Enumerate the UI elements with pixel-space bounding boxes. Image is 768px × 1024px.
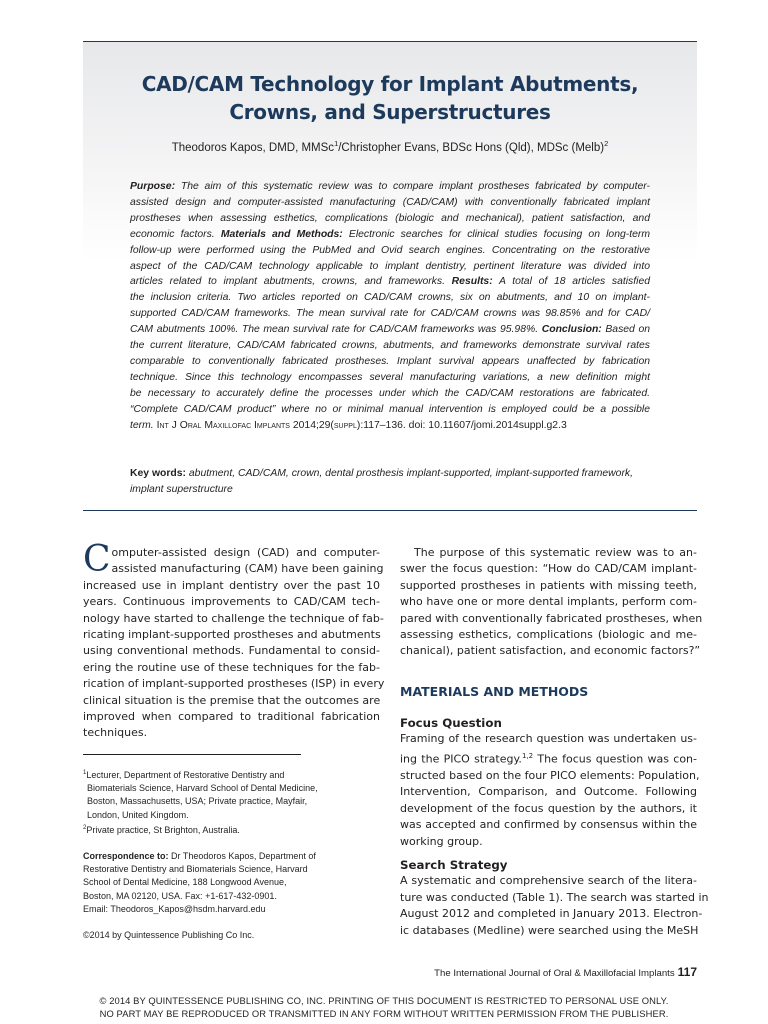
body-line: improved when compared to traditional fabrication xyxy=(83,710,380,724)
author-2-affiliation: 2 xyxy=(604,139,609,148)
abstract-text: Based on xyxy=(601,324,651,336)
body-line: nology have started to challenge the technique of fab- xyxy=(83,611,384,625)
correspondence-email: Email: Theodoros_Kapos@hsdm.harvard.edu xyxy=(83,903,266,914)
abstract-line: assisted design and computer-assisted manufacturing (CAD/CAM) with conventionally fabricated implant xyxy=(130,196,650,208)
abstract-text: The aim of this systematic review was to compare implant prostheses fabricated by computer- xyxy=(175,181,650,192)
body-text: The focus question was con- xyxy=(533,752,697,766)
keywords-label: Key words: xyxy=(130,468,187,479)
keywords-text: abutment, CAD/CAM, crown, dental prosthesis implant-supported, implant-supported framework, xyxy=(186,468,634,479)
journal-citation: Int J Oral Maxillofac Implants xyxy=(156,419,290,431)
abstract-text: A total of 18 articles satisfied xyxy=(492,276,650,288)
body-line: assisted manufacturing (CAM) have been gaining xyxy=(111,562,384,576)
footnote-line: Biomaterials Science, Harvard School of Dental Medicine, xyxy=(87,783,318,794)
copyright-notice: ©2014 by Quintessence Publishing Co Inc. xyxy=(83,930,255,941)
title-line-1: CAD/CAM Technology for Implant Abutments, xyxy=(141,72,639,96)
body-line: assessing esthetics, complications (biologic and me- xyxy=(400,628,697,642)
body-text: ing the PICO strategy. xyxy=(400,752,522,766)
body-line xyxy=(400,748,697,768)
correspondence-line: School of Dental Medicine, 188 Longwood Avenue, xyxy=(83,877,287,888)
abstract-line: the current literature, CAD/CAM fabricated crowns, abutments, and frameworks demonstrate survival rates xyxy=(130,340,650,352)
citation-suppl: suppl xyxy=(333,419,357,431)
header-bottom-rule xyxy=(83,510,697,511)
search-strategy-section xyxy=(400,857,709,939)
subheading-search-strategy: Search Strategy xyxy=(400,858,508,872)
citation-text: 2014;29( xyxy=(289,419,334,431)
abstract-line: the inclusion criteria. Two articles reported on CAD/CAM crowns, six on abutments, and 10 on implant- xyxy=(130,292,650,304)
copyright-strip-line: NO PART MAY BE REPRODUCED OR TRANSMITTED IN ANY FORM WITHOUT WRITTEN PERMISSION FROM THE PUBLISHER. xyxy=(99,1008,669,1019)
body-line: ture was conducted (Table 1). The search was started in xyxy=(400,890,709,904)
materials-methods-label: Materials and Methods: xyxy=(220,228,343,240)
abstract-text: economic factors. xyxy=(130,228,221,240)
body-line: structed based on the four PICO elements: Population, xyxy=(400,768,700,782)
keywords-line: implant superstructure xyxy=(130,483,233,495)
purpose-paragraph xyxy=(400,545,703,660)
footnote-line xyxy=(83,767,380,782)
article-title xyxy=(83,70,697,126)
intro-paragraph xyxy=(83,539,385,742)
body-line: clinical situation is the premise that the outcomes are xyxy=(83,693,381,707)
abstract-text: Electronic searches for clinical studies focusing on long-term xyxy=(342,228,650,240)
abstract-line: technique. Since this technology encompasses several manufacturing variations, a new definition might xyxy=(130,371,650,383)
author-2: /Christopher Evans, BDSc Hons (Qld), MDSc (Melb) xyxy=(338,141,605,154)
author-1: Theodoros Kapos, DMD, MMSc xyxy=(171,141,335,154)
body-line: swer the focus question: “How do CAD/CAM implant- xyxy=(400,562,697,576)
drop-cap: C xyxy=(83,539,111,580)
abstract-line: comparable to conventionally fabricated prostheses. Implant survival appears unaffected by fabrication xyxy=(130,355,650,367)
author-1-affiliation: 1 xyxy=(334,139,339,148)
body-line: Intervention, Comparison, and Outcome. Following xyxy=(400,785,697,799)
body-line: rication of implant-supported prostheses (ISP) in every xyxy=(83,677,385,691)
body-line: development of the focus question by the authors, it xyxy=(400,801,697,815)
body-line: ering the routine use of these techniques for the fab- xyxy=(83,660,380,674)
journal-footer xyxy=(434,965,697,979)
footnote-gap xyxy=(83,916,380,929)
abstract-text: term. xyxy=(130,419,157,431)
citation-ref: 1,2 xyxy=(521,751,534,760)
footnote-text: Private practice, St Brighton, Australia. xyxy=(86,824,240,835)
footnote-gap xyxy=(83,837,380,850)
abstract-line: follow-up were performed using the PubMed and Ovid search engines. Concentrating on the restorative xyxy=(130,244,650,256)
title-line-2: Crowns, and Superstructures xyxy=(229,100,551,124)
abstract xyxy=(130,179,650,434)
abstract-line: aspect of the CAD/CAM technology applicable to implant dentistry, pertinent literature was divided into xyxy=(130,260,650,272)
abstract-line: prostheses when assessing esthetics, complications (biologic and mechanical), patient satisfaction, and xyxy=(130,212,650,224)
body-line: was accepted and confirmed by consensus within the xyxy=(400,818,697,832)
body-line: techniques. xyxy=(83,726,148,740)
abstract-line xyxy=(130,418,650,434)
body-line: A systematic and comprehensive search of the litera- xyxy=(400,874,697,888)
doi-text: ):117–136. doi: 10.11607/jomi.2014suppl.g2.3 xyxy=(356,419,567,431)
abstract-text: CAM abutments 100%. The mean survival rate for CAD/CAM frameworks was 95.98%. xyxy=(130,324,542,336)
keywords-line xyxy=(130,466,650,482)
abstract-text: articles related to implant abutments, crowns, and frameworks. xyxy=(130,276,452,288)
body-line: The purpose of this systematic review was to an- xyxy=(414,546,697,559)
journal-name: The International Journal of Oral & Maxillofacial Implants xyxy=(434,968,675,979)
body-line: who have one or more dental implants, perform com- xyxy=(400,595,697,609)
focus-question-section xyxy=(400,715,700,850)
body-line: increased use in implant dentistry over the past 10 xyxy=(83,578,380,592)
section-heading-materials-methods: MATERIALS AND METHODS xyxy=(400,684,589,699)
footnote-text: Lecturer, Department of Restorative Dentistry and xyxy=(86,770,285,780)
page-number: 117 xyxy=(677,965,697,979)
conclusion-label: Conclusion: xyxy=(541,324,602,336)
footnote-marker: 1 xyxy=(83,770,87,776)
copyright-strip xyxy=(0,994,768,1020)
footnote-line: London, United Kingdom. xyxy=(87,809,189,820)
subheading-focus-question: Focus Question xyxy=(400,716,502,730)
footnote-line: Boston, Massachusetts, USA; Private practice, Mayfair, xyxy=(87,796,308,807)
body-line: supported prostheses in patients with missing teeth, xyxy=(400,578,697,592)
body-line: ic databases (Medline) were searched using the MeSH xyxy=(400,923,699,937)
abstract-line xyxy=(130,179,650,195)
body-line: years. Continuous improvements to CAD/CAM tech- xyxy=(83,595,380,609)
body-line: ricating implant-supported prostheses and abutments xyxy=(83,628,381,642)
results-label: Results: xyxy=(451,276,493,288)
abstract-line: be necessary to accurately define the processes under which the CAD/CAM restorations are fabricated. xyxy=(130,387,650,399)
purpose-label: Purpose: xyxy=(130,181,176,192)
abstract-line: “Complete CAD/CAM product” where no or minimal manual intervention is employed could be a possible xyxy=(130,403,650,415)
abstract-line: supported CAD/CAM frameworks. The mean survival rate for CAD/CAM crowns was 98.85% and for CAD/ xyxy=(130,308,650,320)
correspondence-label: Correspondence to: xyxy=(83,851,169,862)
abstract-line xyxy=(130,322,650,338)
body-line: chanical), patient satisfaction, and economic factors?” xyxy=(400,644,701,658)
correspondence-line: Restorative Dentistry and Biomaterials Science, Harvard xyxy=(83,864,308,875)
body-line: working group. xyxy=(400,834,483,848)
abstract-line xyxy=(130,227,650,243)
body-line: pared with conventionally fabricated prostheses, when xyxy=(400,611,703,625)
correspondence-line xyxy=(83,850,380,863)
footnote-marker: 2 xyxy=(83,824,87,831)
body-line: Framing of the research question was undertaken us- xyxy=(400,732,697,746)
body-line: using conventional methods. Fundamental to consid- xyxy=(83,644,380,658)
footnotes xyxy=(83,767,380,942)
keywords xyxy=(130,466,650,497)
author-line xyxy=(83,136,697,156)
footnote-line xyxy=(83,822,380,837)
abstract-line xyxy=(130,274,650,290)
copyright-strip-line: © 2014 BY QUINTESSENCE PUBLISHING CO, INC. PRINTING OF THIS DOCUMENT IS RESTRICTED TO PERSONAL USE ONLY. xyxy=(99,995,669,1006)
body-line: August 2012 and completed in January 2013. Electron- xyxy=(400,907,703,921)
correspondence-text: Dr Theodoros Kapos, Department of xyxy=(168,851,316,862)
body-line: omputer-assisted design (CAD) and computer- xyxy=(111,546,380,559)
correspondence-line: Boston, MA 02120, USA. Fax: +1-617-432-0901. xyxy=(83,890,277,901)
footnote-rule xyxy=(83,754,301,755)
